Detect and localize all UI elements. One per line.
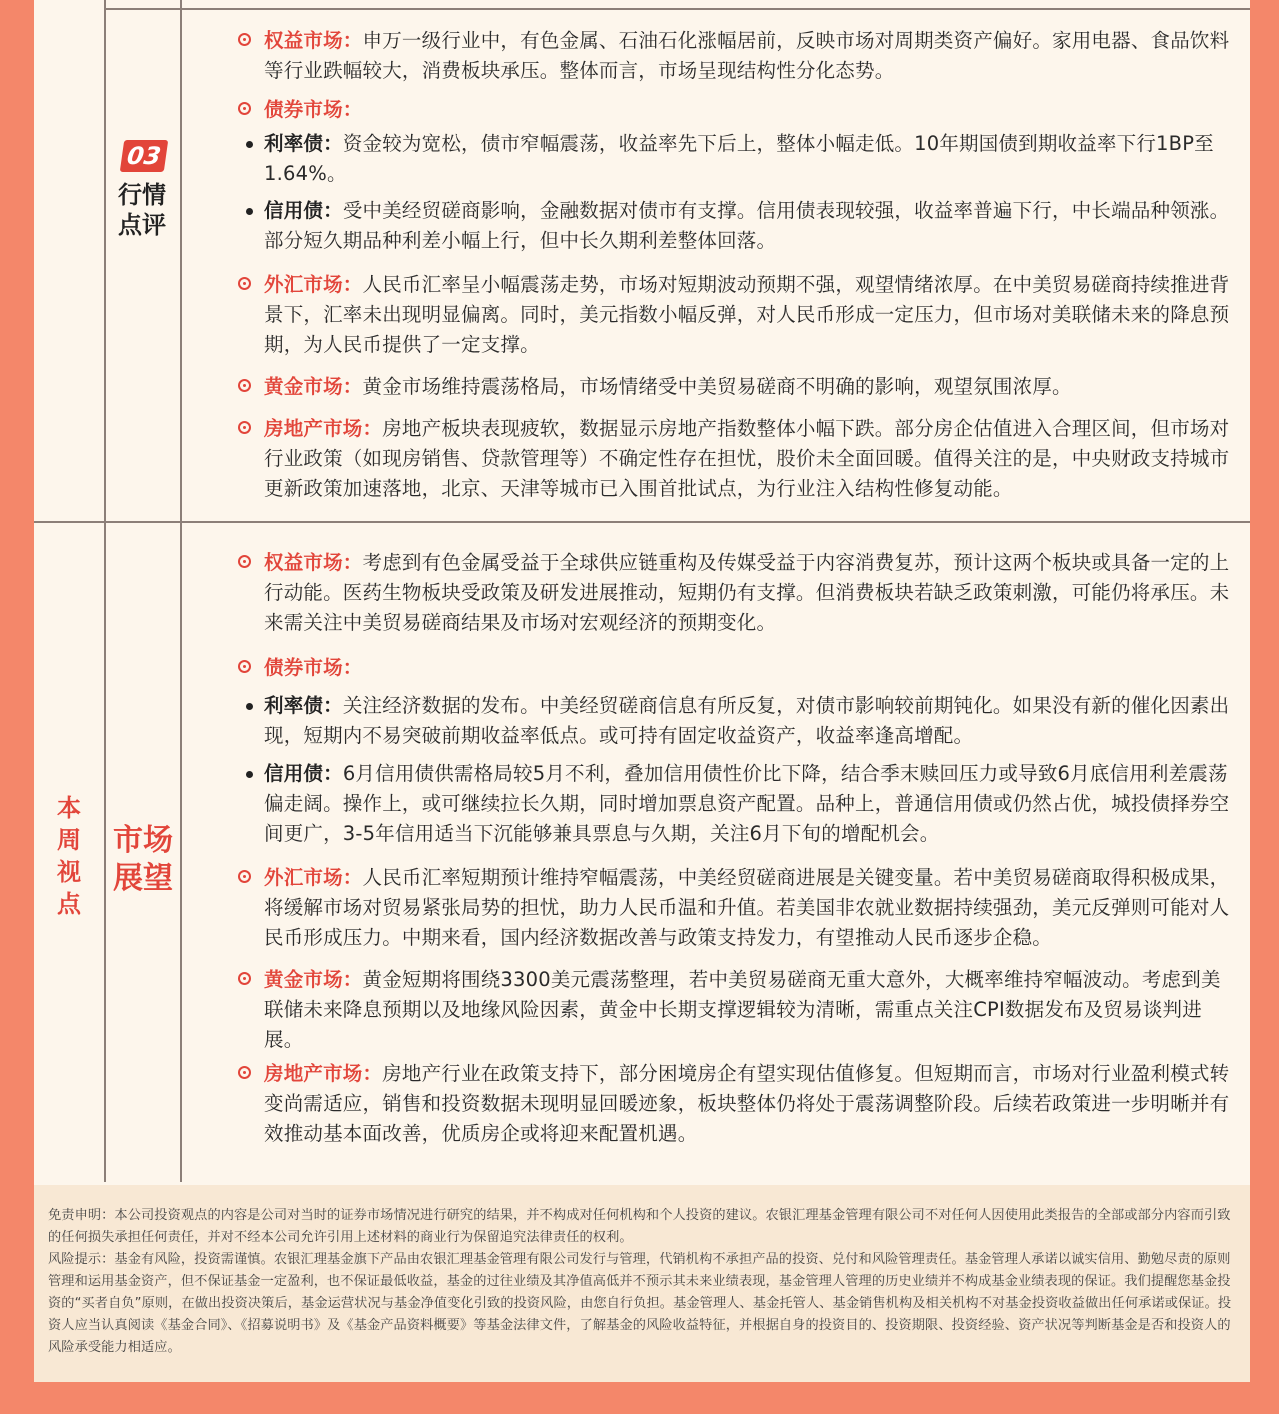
outlook-credit-bond: 信用债：6月信用债供需格局较5月不利，叠加信用债性价比下降，结合季末赎回压力或导致6月底信用利差震荡偏走阔。操作上，或可继续拉长久期，同时增加票息资产配置。品种上，普通信用债或仍然占优，城投债择券空间更广，3-5年信用适当下沉能够兼具票息与久期，关注6月下旬的增配机会。: [216, 759, 1234, 849]
review-rate-bond: 利率债：资金较为宽松，债市窄幅震荡，收益率先下后上，整体小幅走低。10年期国债到期收益率下行1BP至1.64%。: [216, 129, 1234, 189]
circle-bullet-icon: [238, 660, 251, 673]
section-title-weekly-view: [52, 792, 86, 920]
review-real-estate: 房地产市场：房地产板块表现疲软，数据显示房地产指数整体小幅下跌。部分房企估值进入合理区间，但市场对行业政策（如现房销售、贷款管理等）不确定性存在担忧，股价未全面回暖。值得关注的是，中央财政支持城市更新政策加速落地，北京、天津等城市已入围首批试点，为行业注入结构性修复动能。: [216, 414, 1234, 504]
top-divider: [106, 8, 1250, 10]
circle-bullet-icon: [238, 379, 251, 392]
dot-bullet-icon: [246, 703, 253, 710]
outlook-bond: 债券市场：: [216, 653, 1234, 683]
outlook-gold: 黄金市场：黄金短期将围绕3300美元震荡整理，若中美贸易磋商无重大意外，大概率维持窄幅波动。考虑到美联储未来降息预期以及地缘风险因素，黄金中长期支撑逻辑较为清晰，需重点关注CPI数据发布及贸易谈判进展。: [216, 965, 1234, 1055]
section-divider: [34, 521, 1250, 523]
outlook-equity: 权益市场：考虑到有色金属受益于全球供应链重构及传媒受益于内容消费复苏，预计这两个板块或具备一定的上行动能。医药生物板块受政策及研发进展推动，短期仍有支撑。但消费板块若缺乏政策刺激，可能仍将承压。未来需关注中美贸易磋商结果及市场对宏观经济的预期变化。: [216, 548, 1234, 638]
review-equity: 权益市场：申万一级行业中，有色金属、石油石化涨幅居前，反映市场对周期类资产偏好。家用电器、食品饮料等行业跌幅较大，消费板块承压。整体而言，市场呈现结构性分化态势。: [216, 26, 1234, 86]
section-title-outlook: [110, 822, 176, 898]
review-credit-bond: 信用债：受中美经贸磋商影响，金融数据对债市有支撑。信用债表现较强，收益率普遍下行，中长端品种领涨。部分短久期品种利差小幅上行，但中长久期利差整体回落。: [216, 196, 1234, 256]
risk-warning: 风险提示：基金有风险，投资需谨慎。农银汇理基金旗下产品由农银汇理基金管理有限公司发行与管理，代销机构不承担产品的投资、兑付和风险管理责任。基金管理人承诺以诚实信用、勤勉尽责的原则管理和运用基金资产，但不保证基金一定盈利，也不保证最低收益，基金的过往业绩及其净值高低并不预示其未来业绩表现，基金管理人管理的历史业绩并不构成基金业绩表现的保证。我们提醒您基金投资的“买者自负”原则，在做出投资决策后，基金运营状况与基金净值变化引致的投资风险，由您自行负担。基金管理人、基金托管人、基金销售机构及相关机构不对基金投资收益做出任何承诺或保证。投资人应当认真阅读《基金合同》、《招募说明书》及《基金产品资料概要》等基金法律文件，了解基金的风险收益特征，并根据自身的投资目的、投资期限、投资经验、资产状况等判断基金是否和投资人的风险承受能力相适应。: [48, 1252, 1232, 1355]
section-title-outlook-line1: 市场: [113, 823, 173, 858]
report-page: [34, 0, 1250, 1382]
section-title-review: [112, 180, 172, 240]
market-review-section: [216, 26, 1250, 504]
dot-bullet-icon: [246, 141, 253, 148]
circle-bullet-icon: [238, 1066, 251, 1079]
circle-bullet-icon: [238, 972, 251, 985]
section-title-weekly-view-text: 本周视点: [57, 794, 81, 918]
section-title-review-line2: 点评: [118, 211, 166, 239]
disclaimer-statement: 免责申明：本公司投资观点的内容是公司对当时的证券市场情况进行研究的结果，并不构成对任何机构和个人投资的建议。农银汇理基金管理有限公司不对任何人因使用此类报告的全部或部分内容而引致的任何损失承担任何责任，并对不经本公司允许引用上述材料的商业行为保留追究法律责任的权利。: [48, 1208, 1231, 1245]
section-title-review-line1: 行情: [118, 181, 166, 209]
outlook-rate-bond: 利率债：关注经济数据的发布。中美经贸磋商信息有所反复，对债市影响较前期钝化。如果没有新的催化因素出现，短期内不易突破前期收益率低点。或可持有固定收益资产，收益率逢高增配。: [216, 691, 1234, 751]
circle-bullet-icon: [238, 555, 251, 568]
circle-bullet-icon: [238, 277, 251, 290]
circle-bullet-icon: [238, 421, 251, 434]
review-bond: 债券市场：: [216, 95, 1234, 125]
market-outlook-section: [216, 548, 1250, 1149]
review-fx: 外汇市场：人民币汇率呈小幅震荡走势，市场对短期波动预期不强，观望情绪浓厚。在中美贸易磋商持续推进背景下，汇率未出现明显偏离。同时，美元指数小幅反弹，对人民币形成一定压力，但市场对美联储未来的降息预期，为人民币提供了一定支撑。: [216, 270, 1234, 360]
section-title-outlook-line2: 展望: [113, 861, 173, 896]
outlook-fx: 外汇市场：人民币汇率短期预计维持窄幅震荡，中美经贸磋商进展是关键变量。若中美贸易磋商取得积极成果，将缓解市场对贸易紧张局势的担忧，助力人民币温和升值。若美国非农就业数据持续强劲，美元反弹则可能对人民币形成压力。中期来看，国内经济数据改善与政策支持发力，有望推动人民币逐步企稳。: [216, 863, 1234, 953]
circle-bullet-icon: [238, 33, 251, 46]
dot-bullet-icon: [246, 771, 253, 778]
vertical-divider-left: [104, 0, 106, 1182]
circle-bullet-icon: [238, 870, 251, 883]
circle-bullet-icon: [238, 102, 251, 115]
outlook-real-estate: 房地产市场：房地产行业在政策支持下，部分困境房企有望实现估值修复。但短期而言，市场对行业盈利模式转变尚需适应，销售和投资数据未现明显回暖迹象，板块整体仍将处于震荡调整阶段。后续若政策进一步明晰并有效推动基本面改善，优质房企或将迎来配置机遇。: [216, 1059, 1234, 1149]
review-gold: 黄金市场：黄金市场维持震荡格局，市场情绪受中美贸易磋商不明确的影响，观望氛围浓厚。: [216, 372, 1234, 402]
section-number-badge: 03: [120, 140, 168, 172]
disclaimer-box: [34, 1185, 1250, 1382]
vertical-divider-right: [180, 0, 182, 1182]
dot-bullet-icon: [246, 208, 253, 215]
